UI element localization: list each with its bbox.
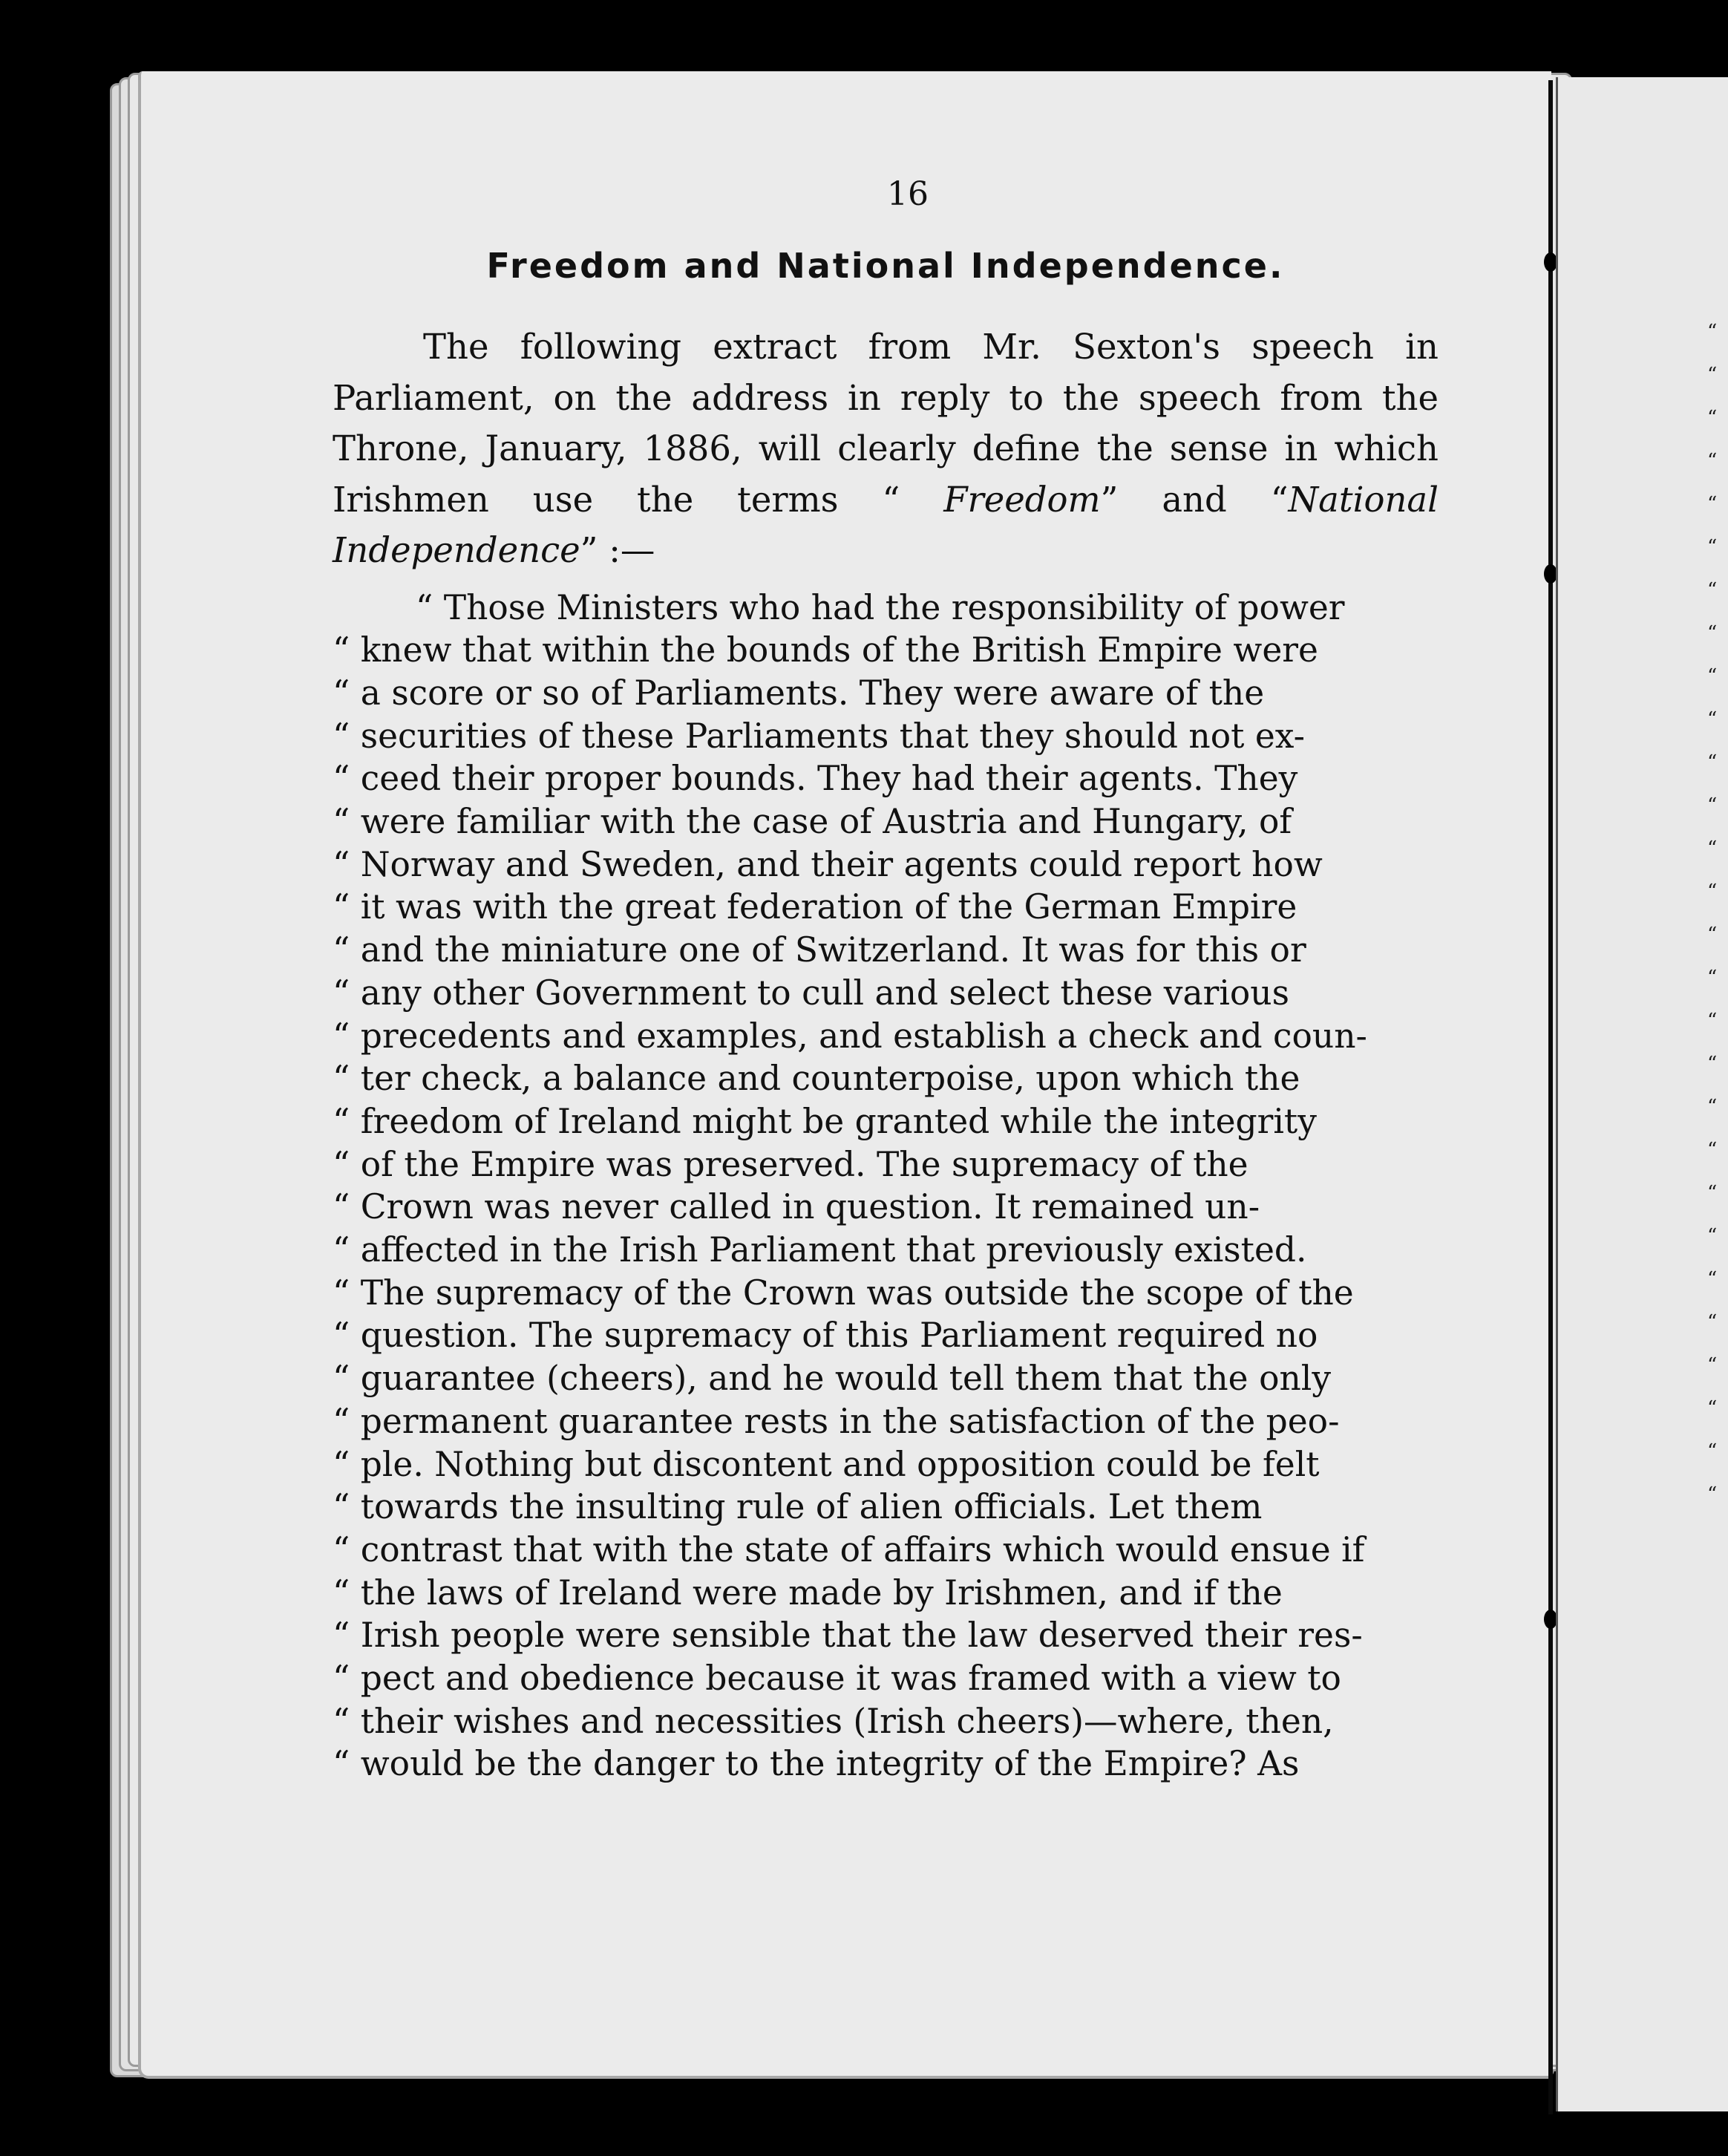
page-content <box>333 175 1439 1786</box>
quote-line: “ ceed their proper bounds. They had their agents. They <box>333 759 1298 799</box>
facing-quote-mark: “ <box>1707 1182 1718 1204</box>
facing-quote-mark: “ <box>1707 1268 1718 1290</box>
quote-line: “ pect and obedience because it was framed with a view to <box>333 1659 1341 1699</box>
quote-line: “ towards the insulting rule of alien officials. Let them <box>333 1487 1263 1527</box>
facing-quote-mark: “ <box>1707 407 1718 429</box>
facing-quote-mark: “ <box>1707 708 1718 731</box>
facing-quote-mark: “ <box>1707 1483 1718 1506</box>
facing-quote-mark: “ <box>1707 1397 1718 1420</box>
facing-quote-mark: “ <box>1707 751 1718 774</box>
intro-paragraph <box>333 321 1439 576</box>
quote-line: “ it was with the great federation of the German Empire <box>333 887 1297 927</box>
facing-quote-mark: “ <box>1707 1440 1718 1463</box>
facing-page-edge <box>1556 77 1728 2111</box>
quote-line: “ any other Government to cull and select these various <box>333 973 1289 1013</box>
facing-quote-mark: “ <box>1707 1096 1718 1118</box>
facing-quote-mark: “ <box>1707 1354 1718 1376</box>
facing-quote-mark: “ <box>1707 881 1718 903</box>
quote-line: “ freedom of Ireland might be granted while the integrity <box>333 1101 1317 1141</box>
quote-line: “ ter check, a balance and counterpoise, upon which the <box>333 1059 1300 1099</box>
quote-line: “ a score or so of Parliaments. They were aware of the <box>333 673 1265 713</box>
facing-quote-mark: “ <box>1707 1311 1718 1333</box>
quote-line: “ Crown was never called in question. It remained un- <box>333 1187 1260 1227</box>
quote-line: “ permanent guarantee rests in the satisfaction of the peo- <box>333 1401 1340 1441</box>
quote-line: “ of the Empire was preserved. The supremacy of the <box>333 1144 1248 1184</box>
quote-line: “ contrast that with the state of affairs which would ensue if <box>333 1529 1365 1569</box>
quote-line: “ question. The supremacy of this Parliament required no <box>333 1316 1318 1356</box>
book-gutter <box>1548 80 1553 2114</box>
quote-line: “ The supremacy of the Crown was outside the scope of the <box>333 1273 1354 1313</box>
facing-quote-mark: “ <box>1707 536 1718 558</box>
facing-quote-mark: “ <box>1707 967 1718 989</box>
quoted-speech <box>333 587 1439 1786</box>
quote-line: “ precedents and examples, and establish a check and coun- <box>333 1016 1367 1056</box>
quote-line: “ would be the danger to the integrity of the Empire? As <box>333 1744 1300 1784</box>
facing-quote-mark: “ <box>1707 493 1718 515</box>
quote-line: “ their wishes and necessities (Irish cheers)—where, then, <box>333 1701 1334 1741</box>
facing-quote-mark: “ <box>1707 1010 1718 1032</box>
intro-text: The following extract from Mr. Sexton's speech in Parliament, on the address in reply to the speech from the Throne, January, 1886, will clearly define the sense in which Irishmen use the terms “ <box>333 327 1439 520</box>
intro-ending: ” :— <box>580 530 655 570</box>
quote-line: “ were familiar with the case of Austria and Hungary, of <box>333 802 1292 842</box>
term-freedom: Freedom <box>943 479 1101 520</box>
quote-line: “ Those Ministers who had the responsibility of power <box>416 587 1345 627</box>
quote-line: “ Norway and Sweden, and their agents could report how <box>333 844 1323 884</box>
quote-line: “ and the miniature one of Switzerland. It was for this or <box>333 930 1306 970</box>
facing-quote-mark: “ <box>1707 1053 1718 1075</box>
facing-quote-mark: “ <box>1707 794 1718 817</box>
quote-line: “ Irish people were sensible that the law deserved their res- <box>333 1616 1363 1656</box>
facing-quote-mark: “ <box>1707 579 1718 601</box>
quote-line: “ knew that within the bounds of the British Empire were <box>333 630 1318 670</box>
facing-quote-mark: “ <box>1707 924 1718 946</box>
facing-quote-mark: “ <box>1707 622 1718 644</box>
facing-quote-mark: “ <box>1707 321 1718 343</box>
facing-quote-mark: “ <box>1707 665 1718 687</box>
quote-line: “ securities of these Parliaments that they should not ex- <box>333 716 1306 756</box>
term-national-independence: National Independence <box>333 479 1439 570</box>
facing-quote-mark: “ <box>1707 1225 1718 1247</box>
facing-quote-mark: “ <box>1707 1139 1718 1161</box>
quote-line: “ ple. Nothing but discontent and opposition could be felt <box>333 1444 1320 1484</box>
facing-quote-mark: “ <box>1707 450 1718 472</box>
page-title: Freedom and National Independence. <box>486 246 1285 286</box>
facing-quote-mark: “ <box>1707 837 1718 860</box>
facing-quote-mark: “ <box>1707 364 1718 386</box>
quote-line: “ affected in the Irish Parliament that previously existed. <box>333 1230 1307 1270</box>
intro-connector: ” and “ <box>1100 479 1289 520</box>
page-number: 16 <box>887 175 929 213</box>
quote-line: “ guarantee (cheers), and he would tell them that the only <box>333 1359 1332 1399</box>
quote-line: “ the laws of Ireland were made by Irishmen, and if the <box>333 1572 1283 1613</box>
